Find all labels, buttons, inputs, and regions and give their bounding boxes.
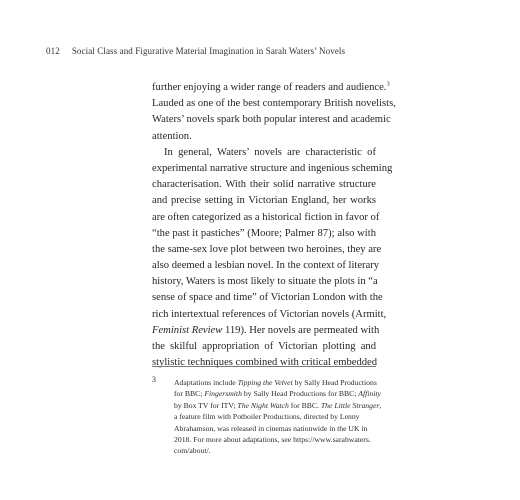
running-head	[46, 46, 486, 56]
footnote-line: by Box TV for ITV; The Night Watch for BBC. The Little Stranger,	[174, 400, 382, 410]
footnote-line: 2018. For more about adaptations, see https://www.sarahwaters.	[174, 434, 371, 444]
body-line: Waters’ novels spark both popular interest and academic	[152, 114, 391, 126]
body-line: characterisation. With their solid narrative structure	[152, 179, 376, 191]
body-line: attention.	[152, 130, 192, 142]
footnote-marker: 3	[386, 80, 390, 88]
body-line: stylistic techniques combined with critical embedded	[152, 357, 378, 369]
page-number: 012	[46, 46, 60, 56]
footnote-number: 3	[152, 375, 156, 384]
body-line: the skilful appropriation of Victorian plotting and	[152, 341, 376, 352]
footnote-line: for BBC; Fingersmith by Sally Head Productions for BBC; Affinity	[174, 389, 381, 399]
body-line: rich intertextual references of Victorian novels (Armitt,	[152, 308, 387, 320]
footnote-divider	[152, 366, 376, 367]
body-line: experimental narrative structure and ingenious scheming	[152, 162, 393, 174]
body-line: the same-sex love plot between two heroines, they are	[152, 243, 382, 255]
italic-title: Feminist Review	[152, 324, 223, 336]
footnote-text	[174, 377, 382, 457]
footnote-line: Adaptations include Tipping the Velvet by Sally Head Productions	[174, 378, 377, 387]
body-line: sense of space and time” of Victorian London with the	[152, 292, 383, 304]
footnote-line: Abrahamson, was released in cinemas nationwide in the UK in	[174, 423, 368, 433]
body-line: In general, Waters’ novels are characteristic of	[164, 146, 376, 158]
footnote-line: com/about/.	[174, 446, 211, 456]
body-line: history, Waters is most likely to situate the plots in “a	[152, 276, 378, 288]
body-line: Feminist Review 119). Her novels are permeated with	[152, 324, 380, 336]
body-line: Lauded as one of the best contemporary British novelists,	[152, 98, 396, 110]
footnote-line: a feature film with Potboiler Productions, directed by Lenny	[174, 412, 360, 422]
body-line: and precise setting in Victorian England, her works	[152, 195, 376, 207]
body-line: “the past it pastiches” (Moore; Palmer 87); also with	[152, 227, 376, 239]
body-line: are often categorized as a historical fiction in favor of	[152, 211, 380, 223]
running-title: Social Class and Figurative Material Imagination in Sarah Waters’ Novels	[71, 46, 346, 56]
body-line: also deemed a lesbian novel. In the context of literary	[152, 260, 380, 272]
body-text	[152, 80, 396, 371]
body-line: further enjoying a wider range of readers and audience.$^3$	[152, 80, 390, 93]
